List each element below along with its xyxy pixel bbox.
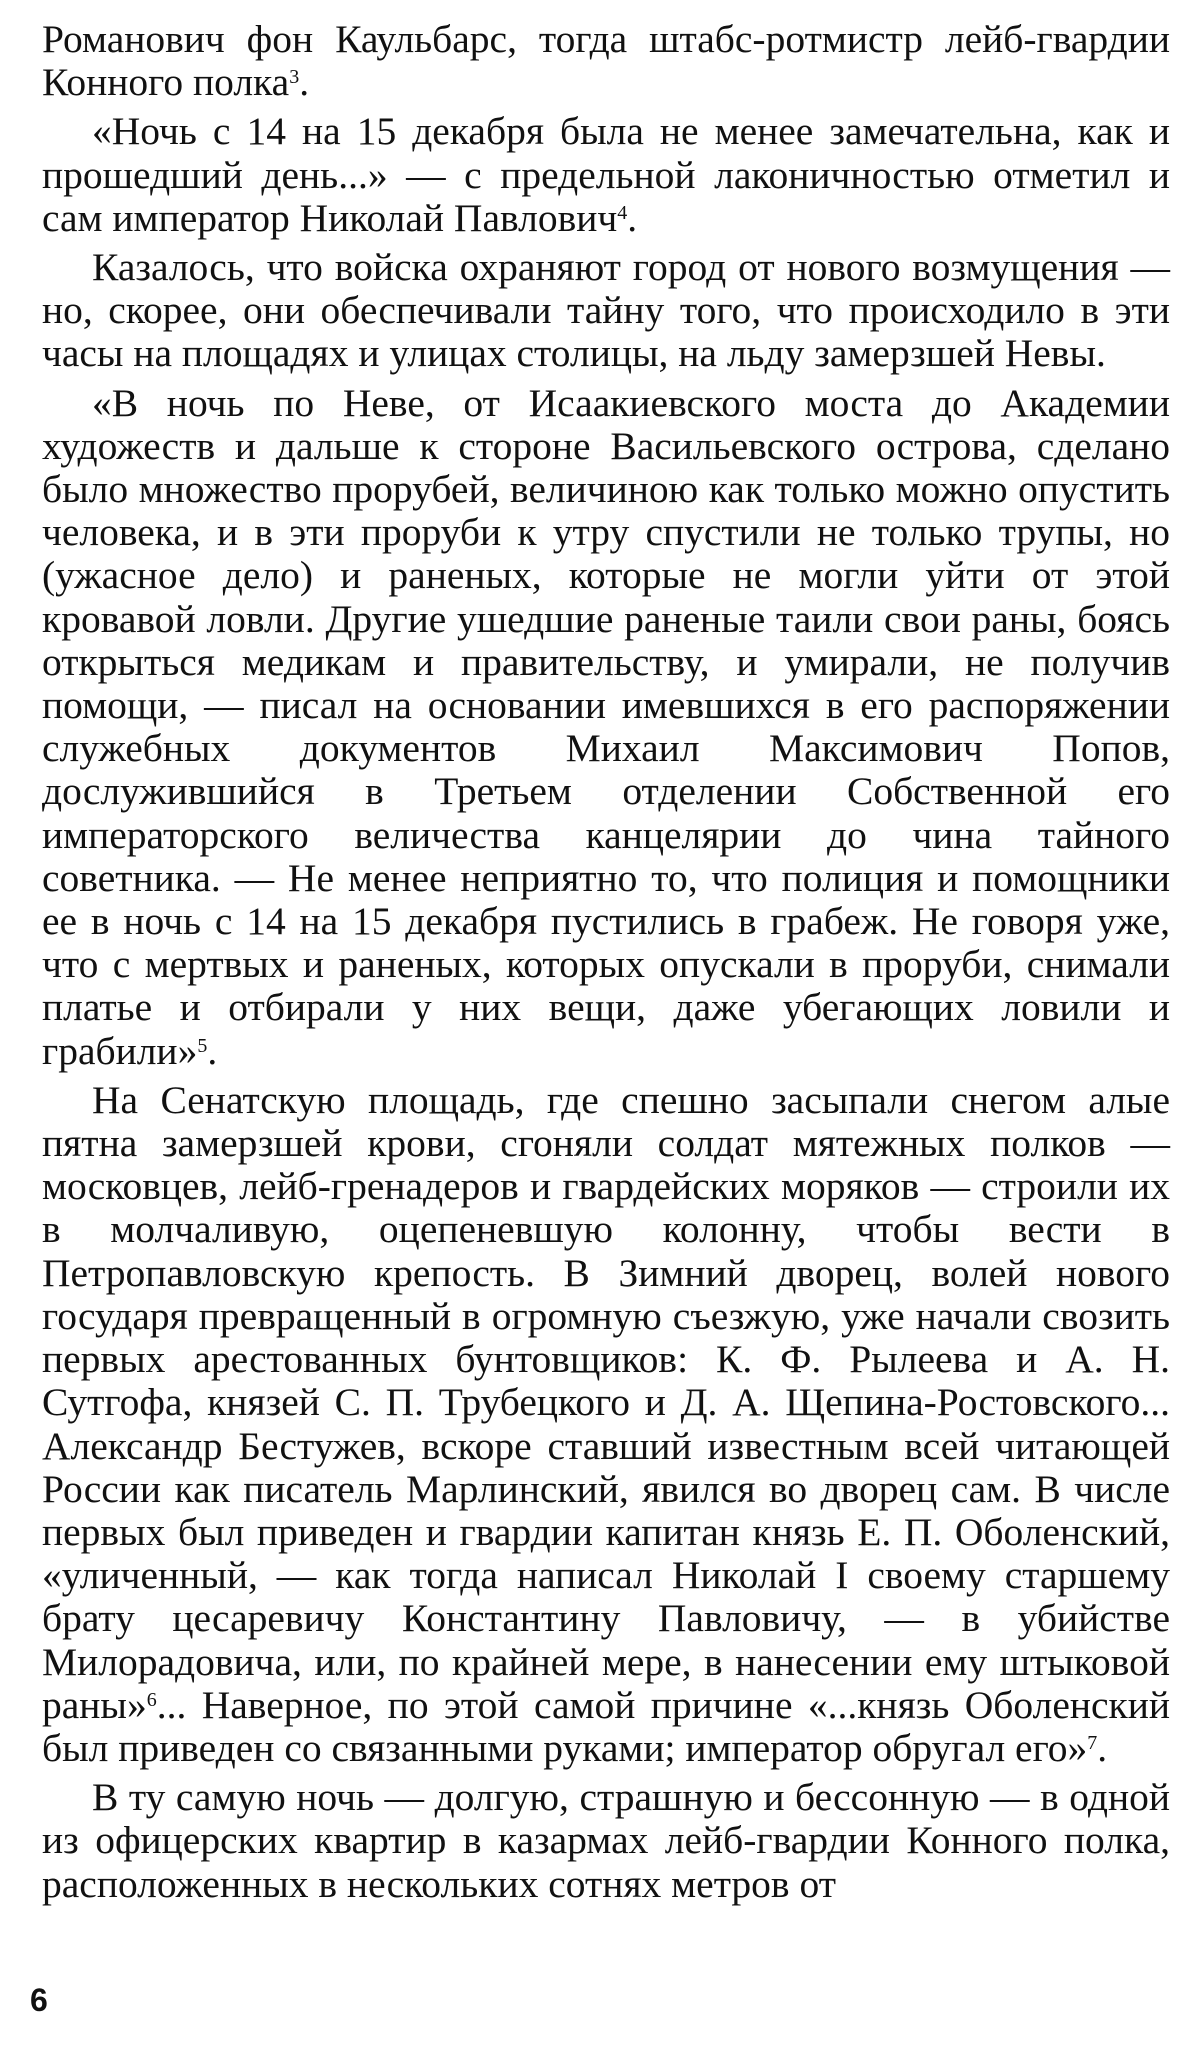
page-number: 6 <box>30 1982 48 2018</box>
paragraph <box>42 110 1170 240</box>
paragraph <box>42 1776 1170 1906</box>
paragraph-end: . <box>1097 1725 1108 1770</box>
paragraph-tail: . <box>627 195 638 240</box>
paragraph-text: «В ночь по Неве, от Исаакиевского моста до Академии художеств и дальше к стороне Васильевского острова, сделано было множество прорубей, величиною как только можно опустить человека, и в эти проруби к утру спустили не только трупы, но (ужасное дело) и раненых, которые не могли уйти от этой кровавой ловли. Другие ушедшие раненые таили свои раны, боясь открыться медикам и правительству, и умирали, не получив помощи, — писал на основании имевшихся в его распоряжении служебных документов Михаил Максимович Попов, дослужившийся в Третьем отделении Собственной его императорского величества канцелярии до чина тайного советника. — Не менее неприятно то, что полиция и помощники ее в ночь с 14 на 15 декабря пустились в грабеж. Не говоря уже, что с мертвых и раненых, которых опускали в проруби, снимали платье и отбирали у них вещи, даже убегающих ловили и грабили» <box>42 380 1170 1073</box>
footnote-marker: 3 <box>289 66 300 89</box>
paragraph <box>42 18 1170 104</box>
paragraph <box>42 246 1170 376</box>
paragraph-text: «Ночь с 14 на 15 декабря была не менее замечательна, как и прошедший день...» — с предельной лаконичностью отметил и сам император Николай Павлович <box>42 109 1170 240</box>
paragraph <box>42 382 1170 1073</box>
footnote-marker: 7 <box>1087 1731 1098 1754</box>
paragraph-tail: ... Наверное, по этой самой причине «...князь Оболенский был приведен со связанными руками; император обругал его» <box>42 1682 1170 1770</box>
paragraph-text: На Сенатскую площадь, где спешно засыпали снегом алые пятна замерзшей крови, сгоняли солдат мятежных полков — московцев, лейб-гренадеров и гвардейских моряков — строили их в молчаливую, оцепеневшую колонну, чтобы вести в Петропавловскую крепость. В Зимний дворец, волей нового государя превращенный в огромную съезжую, уже начали свозить первых арестованных бунтовщиков: К. Ф. Рылеева и А. Н. Сутгофа, князей С. П. Трубецкого и Д. А. Щепина-Ростовского... Александр Бестужев, вскоре ставший известным всей читающей России как писатель Марлинский, явился во дворец сам. В числе первых был приведен и гвардии капитан князь Е. П. Оболенский, «уличенный, — как тогда написал Николай I своему старшему брату цесаревичу Константину Павловичу, — в убийстве Милорадовича, или, по крайней мере, в нанесении ему штыковой раны» <box>42 1077 1170 1727</box>
book-page-text <box>42 18 1170 1912</box>
paragraph-tail: . <box>299 60 310 105</box>
paragraph-text: Казалось, что войска охраняют город от нового возмущения — но, скорее, они обеспечивали тайну того, что происходило в эти часы на площадях и улицах столицы, на льду замерзшей Невы. <box>42 245 1170 376</box>
footnote-marker: 4 <box>617 201 628 224</box>
paragraph <box>42 1079 1170 1770</box>
footnote-marker: 5 <box>197 1034 208 1057</box>
footnote-marker: 6 <box>146 1688 157 1711</box>
paragraph-text: В ту самую ночь — долгую, страшную и бессонную — в одной из офицерских квартир в казармах лейб-гвардии Конного полка, расположенных в нескольких сотнях метров от <box>42 1775 1170 1906</box>
paragraph-text: Романович фон Каульбарс, тогда штабс-ротмистр лейб-гвардии Конного полка <box>42 17 1170 105</box>
paragraph-tail: . <box>207 1028 218 1073</box>
